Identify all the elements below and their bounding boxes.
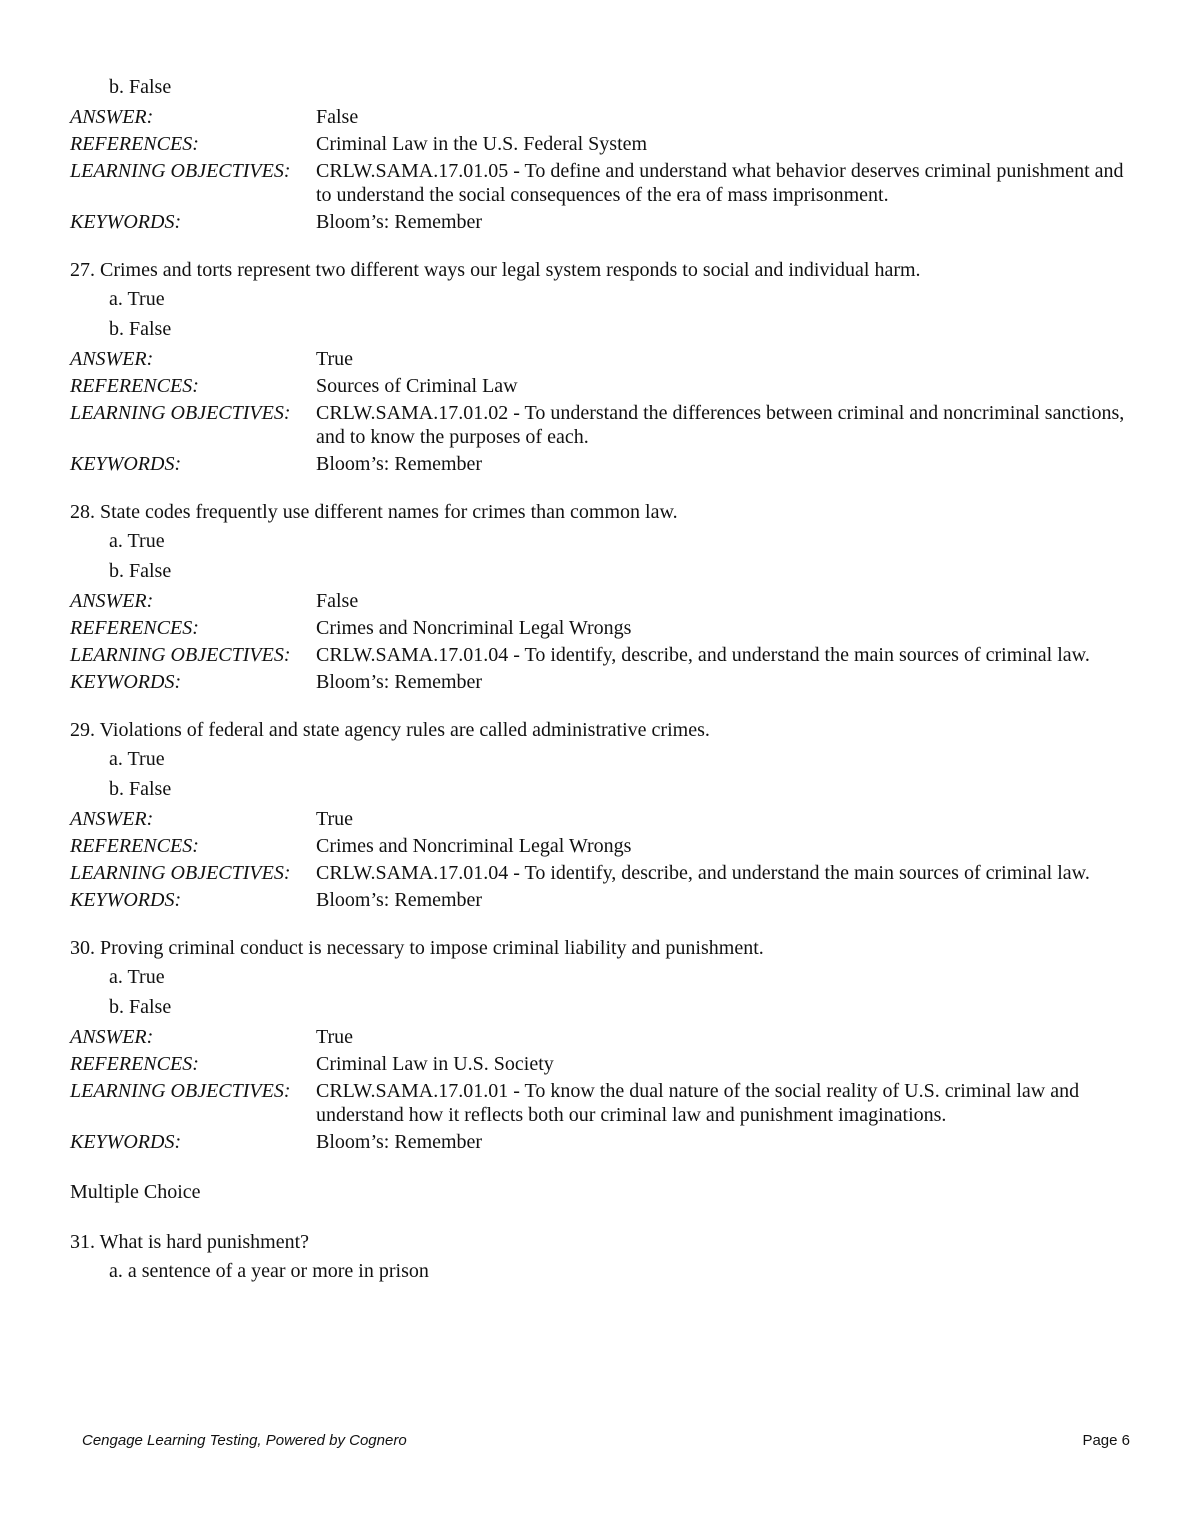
- references-label: REFERENCES:: [70, 835, 199, 857]
- answer-label: ANSWER:: [70, 348, 154, 370]
- keywords-label: KEYWORDS:: [70, 889, 182, 911]
- answer-value: False: [316, 106, 359, 128]
- footer-page-number: Page 6: [1082, 1432, 1130, 1449]
- objectives-label: LEARNING OBJECTIVES:: [70, 402, 291, 424]
- section-heading: Multiple Choice: [70, 1181, 201, 1203]
- question-stem: 29. Violations of federal and state agency rules are called administrative crimes.: [70, 719, 710, 741]
- answer-row: [70, 347, 1130, 371]
- references-label: REFERENCES:: [70, 617, 199, 639]
- keywords-label: KEYWORDS:: [70, 1131, 182, 1153]
- objectives-value: CRLW.SAMA.17.01.04 - To identify, describe, and understand the main sources of criminal law.: [316, 862, 1090, 884]
- page-content: [70, 72, 1130, 1286]
- question-stem: 28. State codes frequently use different names for crimes than common law.: [70, 501, 678, 523]
- question-stem: 30. Proving criminal conduct is necessary to impose criminal liability and punishment.: [70, 937, 764, 959]
- references-row: [70, 132, 1130, 156]
- keywords-row: [70, 210, 1130, 234]
- option-b: b. False: [109, 76, 172, 98]
- objectives-value: CRLW.SAMA.17.01.04 - To identify, describe, and understand the main sources of criminal law.: [316, 644, 1090, 666]
- keywords-label: KEYWORDS:: [70, 453, 182, 475]
- answer-value: True: [316, 348, 354, 370]
- objectives-row: [70, 643, 1130, 667]
- question-29: [70, 716, 1130, 912]
- references-value: Crimes and Noncriminal Legal Wrongs: [316, 617, 632, 639]
- references-label: REFERENCES:: [70, 375, 199, 397]
- keywords-value: Bloom’s: Remember: [316, 211, 483, 233]
- answer-row: [70, 589, 1130, 613]
- question-stem: 27. Crimes and torts represent two different ways our legal system responds to social and individual harm.: [70, 259, 921, 281]
- option-b: b. False: [109, 560, 172, 582]
- question-31: [70, 1228, 1130, 1286]
- keywords-row: [70, 452, 1130, 476]
- option-a: a. True: [109, 966, 165, 988]
- answer-label: ANSWER:: [70, 808, 154, 830]
- references-label: REFERENCES:: [70, 133, 199, 155]
- keywords-label: KEYWORDS:: [70, 211, 182, 233]
- references-row: [70, 1052, 1130, 1076]
- option-a: a. True: [109, 748, 165, 770]
- objectives-label: LEARNING OBJECTIVES:: [70, 862, 291, 884]
- objectives-row: [70, 159, 1130, 207]
- objectives-value: CRLW.SAMA.17.01.02 - To understand the differences between criminal and noncriminal sanctions, and to know the purposes of each.: [316, 402, 1125, 448]
- references-value: Crimes and Noncriminal Legal Wrongs: [316, 835, 632, 857]
- question-26-tail: [70, 72, 1130, 234]
- objectives-row: [70, 401, 1130, 449]
- answer-row: [70, 807, 1130, 831]
- objectives-row: [70, 861, 1130, 885]
- answer-value: True: [316, 808, 354, 830]
- option-b: b. False: [109, 318, 172, 340]
- option-a: a. True: [109, 288, 165, 310]
- keywords-value: Bloom’s: Remember: [316, 671, 483, 693]
- keywords-value: Bloom’s: Remember: [316, 1131, 483, 1153]
- references-row: [70, 374, 1130, 398]
- objectives-label: LEARNING OBJECTIVES:: [70, 160, 291, 182]
- keywords-row: [70, 888, 1130, 912]
- objectives-label: LEARNING OBJECTIVES:: [70, 1080, 291, 1102]
- references-value: Sources of Criminal Law: [316, 375, 518, 397]
- keywords-row: [70, 670, 1130, 694]
- answer-label: ANSWER:: [70, 590, 154, 612]
- references-row: [70, 616, 1130, 640]
- references-label: REFERENCES:: [70, 1053, 199, 1075]
- objectives-label: LEARNING OBJECTIVES:: [70, 644, 291, 666]
- keywords-label: KEYWORDS:: [70, 671, 182, 693]
- objectives-value: CRLW.SAMA.17.01.01 - To know the dual nature of the social reality of U.S. criminal law and understand how it reflects both our criminal law and punishment imaginations.: [316, 1080, 1080, 1126]
- option-a: a. a sentence of a year or more in prison: [109, 1260, 429, 1282]
- answer-row: [70, 105, 1130, 129]
- objectives-row: [70, 1079, 1130, 1127]
- references-value: Criminal Law in U.S. Society: [316, 1053, 554, 1075]
- question-28: [70, 498, 1130, 694]
- answer-label: ANSWER:: [70, 106, 154, 128]
- answer-label: ANSWER:: [70, 1026, 154, 1048]
- keywords-value: Bloom’s: Remember: [316, 453, 483, 475]
- objectives-value: CRLW.SAMA.17.01.05 - To define and understand what behavior deserves criminal punishment and to understand the social consequences of the era of mass imprisonment.: [316, 160, 1124, 206]
- references-value: Criminal Law in the U.S. Federal System: [316, 133, 648, 155]
- question-27: [70, 256, 1130, 476]
- answer-value: True: [316, 1026, 354, 1048]
- keywords-value: Bloom’s: Remember: [316, 889, 483, 911]
- question-30: [70, 934, 1130, 1154]
- references-row: [70, 834, 1130, 858]
- keywords-row: [70, 1130, 1130, 1154]
- option-a: a. True: [109, 530, 165, 552]
- option-b: b. False: [109, 996, 172, 1018]
- answer-value: False: [316, 590, 359, 612]
- option-b: b. False: [109, 778, 172, 800]
- question-stem: 31. What is hard punishment?: [70, 1231, 310, 1253]
- footer-publisher: Cengage Learning Testing, Powered by Cognero: [82, 1432, 407, 1449]
- answer-row: [70, 1025, 1130, 1049]
